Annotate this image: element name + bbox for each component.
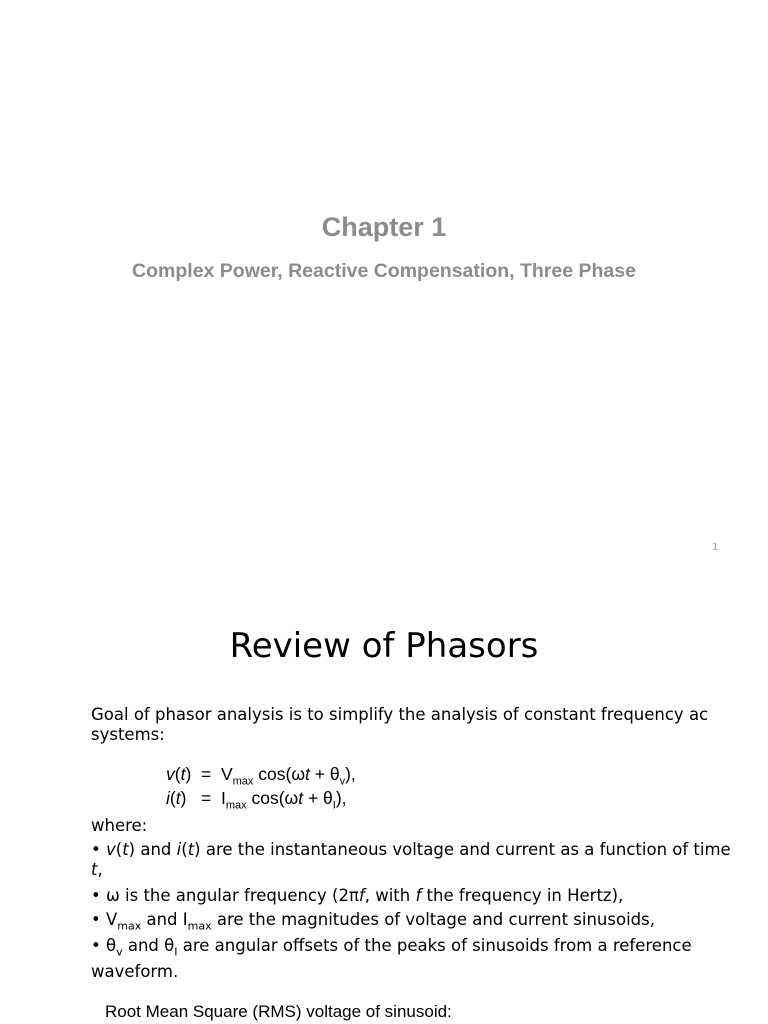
bullet-offsets: • $\theta_v$ and $\theta_I$ are angular offsets of the peaks of sinusoids from a reference waveform. <box>91 936 692 982</box>
chapter-title: Chapter 1 <box>321 212 447 242</box>
page-number: 1 <box>712 542 719 553</box>
current-equation: $i(t) = I_{max}$ $\cos(\omega t + \theta_I)$, <box>166 788 347 812</box>
phasor-review-slide <box>0 580 768 1024</box>
slide-title: Review of Phasors <box>229 626 539 666</box>
bullet-instantaneous: • v(t) and i(t) are the instantaneous voltage and current as a function of time t, <box>91 840 731 879</box>
bullet-angular-frequency: • ω is the angular frequency (2πf, with f the frequency in Hertz), <box>91 886 624 905</box>
rms-heading: Root Mean Square (RMS) voltage of sinusoid: <box>105 1002 452 1021</box>
bullet-magnitudes: • $V_{max}$ and $I_{max}$ are the magnitudes of voltage and current sinusoids, <box>91 910 655 933</box>
where-label: where: <box>91 816 148 835</box>
intro-text: Goal of phasor analysis is to simplify the analysis of constant frequency ac systems: <box>91 705 709 744</box>
voltage-equation: $v(t) = V_{max}$ $\cos(\omega t + \theta_v)$, <box>166 764 356 788</box>
chapter-subtitle: Complex Power, Reactive Compensation, Three Phase <box>132 260 636 282</box>
